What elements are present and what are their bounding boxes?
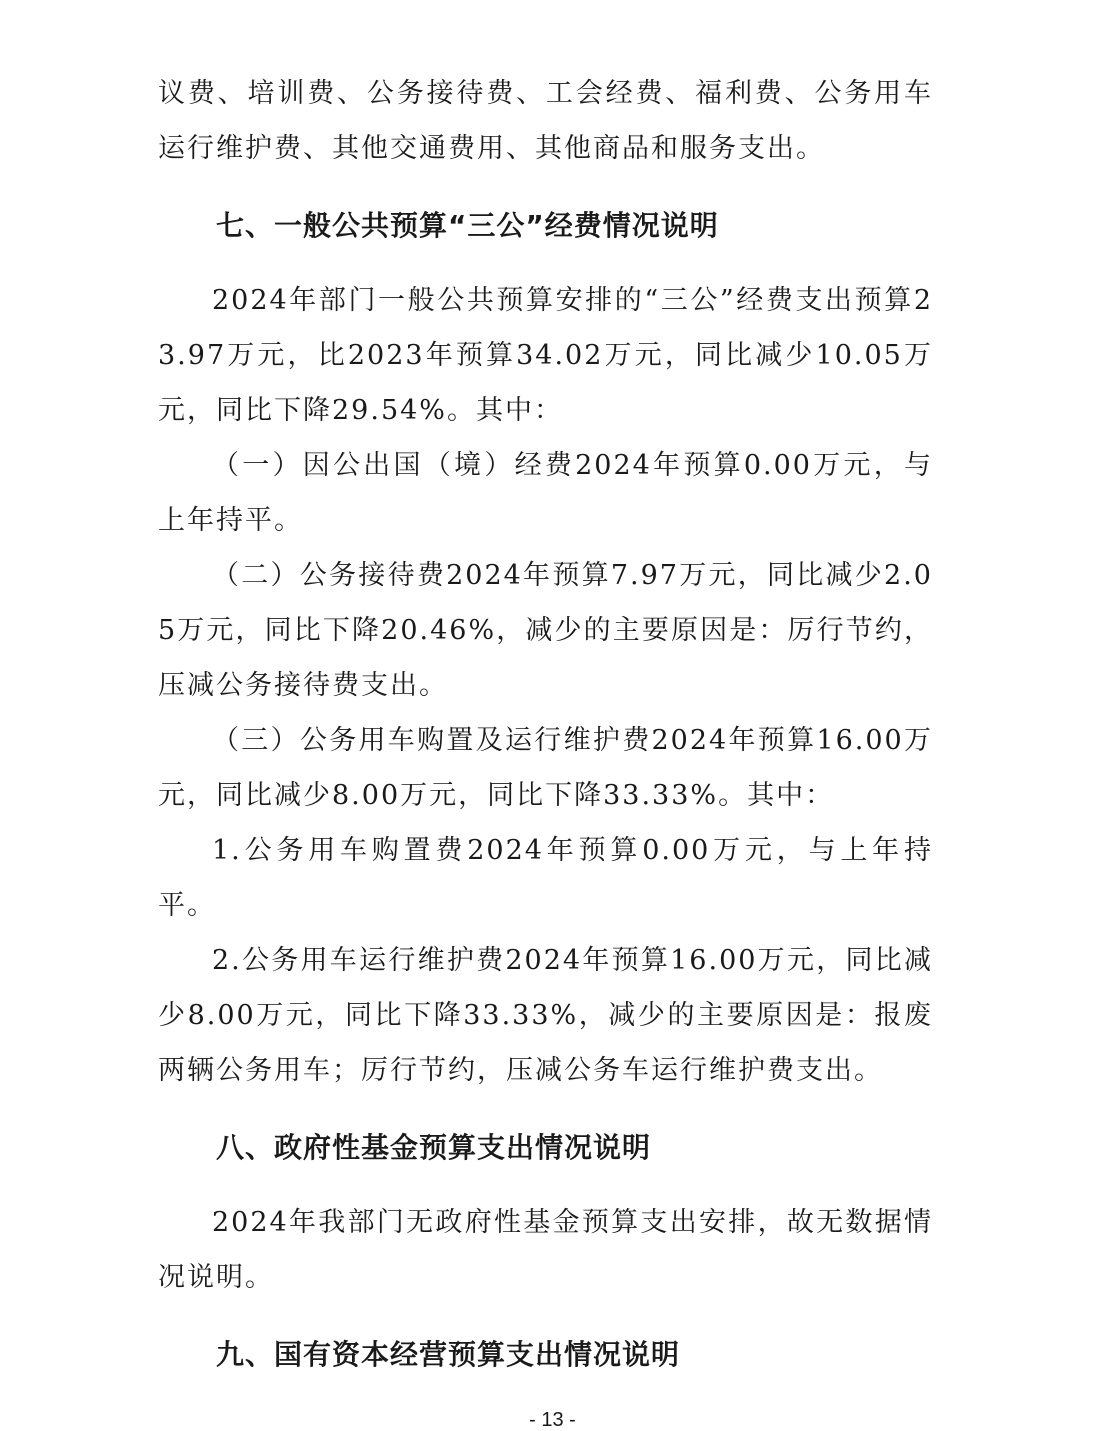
paragraph-overseas-travel: （一）因公出国（境）经费2024年预算0.00万元，与上年持平。 bbox=[158, 450, 933, 536]
section-heading-eight: 八、政府性基金预算支出情况说明 bbox=[216, 1131, 652, 1164]
paragraph-three-public-summary: 2024年部门一般公共预算安排的“三公”经费支出预算23.97万元，比2023年预算34.02万元，同比减少10.05万元，同比下降29.54%。其中： bbox=[158, 285, 933, 426]
section-heading-seven: 七、一般公共预算“三公”经费情况说明 bbox=[216, 209, 719, 242]
paragraph-government-fund: 2024年我部门无政府性基金预算支出安排，故无数据情况说明。 bbox=[158, 1207, 933, 1293]
section-heading-nine: 九、国有资本经营预算支出情况说明 bbox=[216, 1338, 681, 1371]
page-body bbox=[158, 66, 933, 1382]
paragraph-reception: （二）公务接待费2024年预算7.97万元，同比减少2.05万元，同比下降20.46%，减少的主要原因是：厉行节约，压减公务接待费支出。 bbox=[158, 560, 933, 701]
paragraph-vehicle-maintenance: 2.公务用车运行维护费2024年预算16.00万元，同比减少8.00万元，同比下降33.33%，减少的主要原因是：报废两辆公务用车；厉行节约，压减公务车运行维护费支出。 bbox=[158, 945, 933, 1086]
page-number: - 13 - bbox=[529, 1409, 576, 1431]
paragraph-vehicle-purchase: 1.公务用车购置费2024年预算0.00万元，与上年持平。 bbox=[158, 835, 933, 921]
paragraph-vehicle: （三）公务用车购置及运行维护费2024年预算16.00万元，同比减少8.00万元，同比下降33.33%。其中： bbox=[158, 725, 933, 811]
paragraph-expense-items: 议费、培训费、公务接待费、工会经费、福利费、公务用车运行维护费、其他交通费用、其他商品和服务支出。 bbox=[158, 78, 933, 164]
